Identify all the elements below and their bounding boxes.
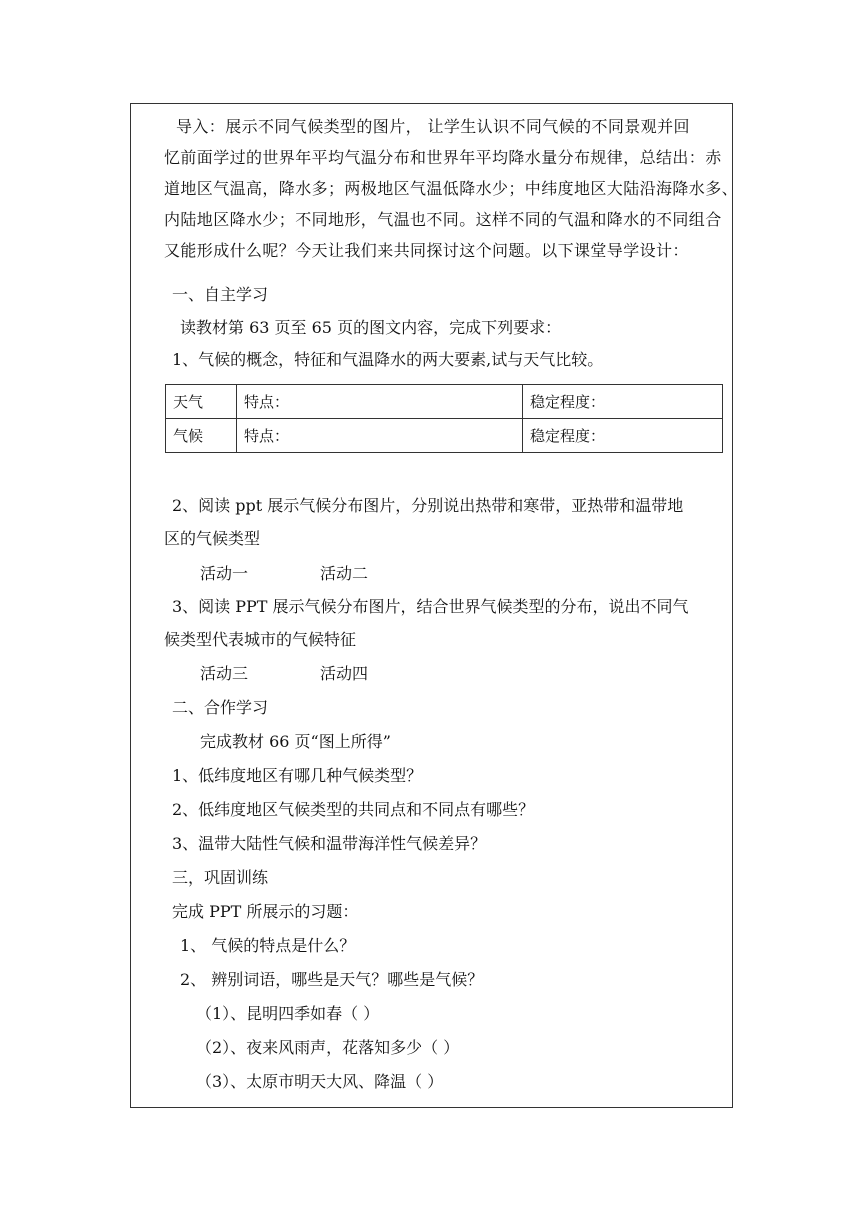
section2-question-3: 3、温带大陆性气候和温带海洋性气候差异？ [172, 834, 487, 853]
intro-line: 导入：展示不同气候类型的图片， 让学生认识不同气候的不同景观并回 [176, 117, 690, 136]
table-cell-feature: 特点： [237, 385, 523, 419]
table-row [166, 385, 723, 419]
section3-heading: 三，巩固训练 [172, 868, 269, 887]
activity-2: 活动二 [320, 564, 369, 583]
weather-climate-table [165, 384, 723, 453]
section2-question-2: 2、低纬度地区气候类型的共同点和不同点有哪些？ [172, 800, 535, 819]
section3-task: 完成 PPT 所展示的习题： [172, 902, 359, 921]
exercise-item: （1）、昆明四季如春（ ） [196, 1004, 380, 1023]
table-cell-stability: 稳定程度： [523, 419, 723, 453]
intro-paragraph [164, 111, 739, 266]
exercise-item: （3）、太原市明天大风、降温（ ） [196, 1072, 444, 1091]
section1-heading: 一、自主学习 [172, 285, 269, 304]
table-cell-name: 天气 [166, 385, 237, 419]
question-2-line2: 区的气候类型 [164, 529, 261, 548]
question-1: 1、气候的概念，特征和气温降水的两大要素,试与天气比较。 [172, 350, 604, 369]
question-2-line1: 2、阅读 ppt 展示气候分布图片，分别说出热带和寒带，亚热带和温带地 [172, 496, 684, 515]
read-instruction: 读教材第 63 页至 65 页的图文内容，完成下列要求： [180, 318, 562, 337]
question-3-line1: 3、阅读 PPT 展示气候分布图片，结合世界气候类型的分布，说出不同气 [172, 597, 689, 616]
table-cell-feature: 特点： [237, 419, 523, 453]
section2-task: 完成教材 66 页“图上所得” [200, 732, 391, 751]
table-cell-name: 气候 [166, 419, 237, 453]
section2-heading: 二、合作学习 [172, 698, 269, 717]
activity-4: 活动四 [320, 664, 369, 683]
intro-line: 道地区气温高，降水多；两极地区气温低降水少；中纬度地区大陆沿海降水多、 [164, 179, 739, 198]
section3-question-1: 1、 气候的特点是什么？ [180, 936, 356, 955]
table-cell-stability: 稳定程度： [523, 385, 723, 419]
activity-1: 活动一 [200, 564, 249, 583]
intro-line: 内陆地区降水少；不同地形，气温也不同。这样不同的气温和降水的不同组合 [164, 210, 722, 229]
section2-question-1: 1、低纬度地区有哪几种气候类型？ [172, 766, 423, 785]
section3-question-2: 2、 辨别词语，哪些是天气？哪些是气候？ [180, 970, 484, 989]
intro-line: 忆前面学过的世界年平均气温分布和世界年平均降水量分布规律，总结出：赤 [164, 148, 722, 167]
table-row [166, 419, 723, 453]
question-3-line2: 候类型代表城市的气候特征 [164, 630, 357, 649]
exercise-item: （2）、夜来风雨声，花落知多少（ ） [196, 1038, 460, 1057]
activity-3: 活动三 [200, 664, 249, 683]
intro-line: 又能形成什么呢？今天让我们来共同探讨这个问题。以下课堂导学设计： [164, 241, 689, 260]
